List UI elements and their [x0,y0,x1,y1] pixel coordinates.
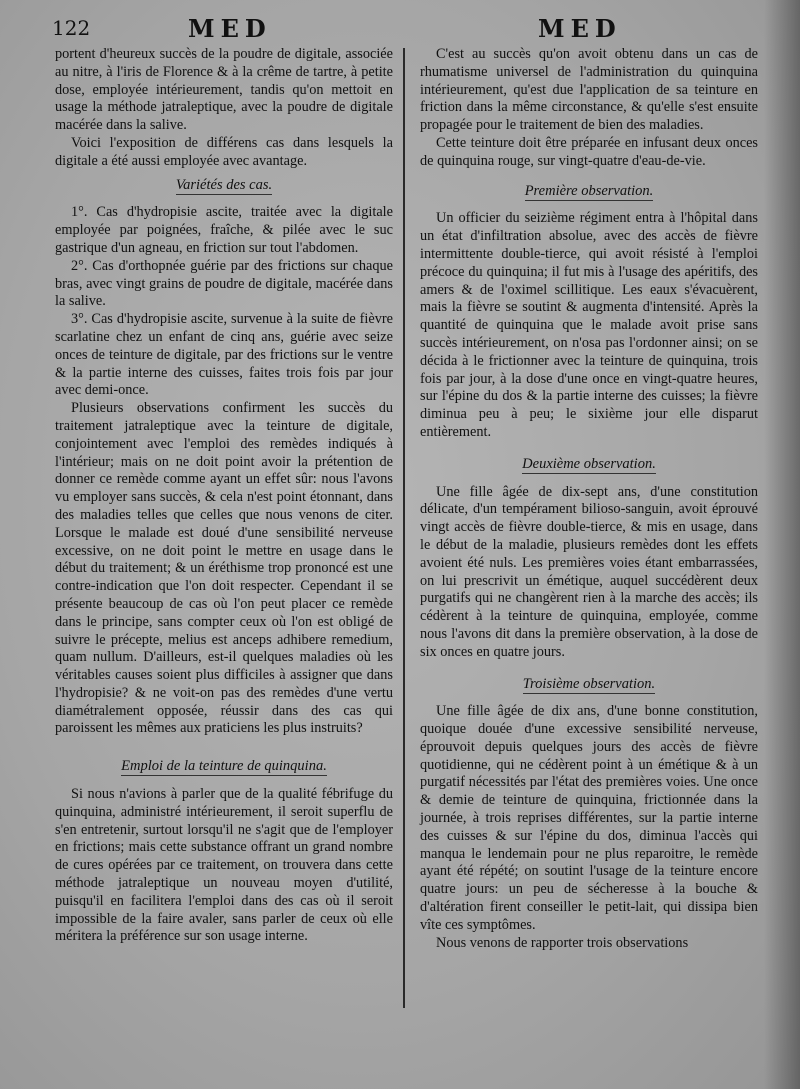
heading-text: Première observation. [524,182,654,199]
page-edge-shadow [764,0,800,1089]
heading-text: Troisième observation. [522,675,656,692]
paragraph: 1°. Cas d'hydropisie ascite, traitée avec la digitale employée par poignées, fraîche, & pilée avec le suc gastrique d'un agneau, en friction sur tout l'abdomen. [55,204,393,256]
page-header [0,14,800,44]
spacer [55,738,393,752]
heading-text: Deuxième observation. [522,455,656,472]
paragraph: Une fille âgée de dix-sept ans, d'une constitution délicate, d'un tempérament bilioso-sanguin, avoit éprouvé vingt accès de fièvre double-tierce, & mis en usage, dans le début de la maladie, plusieurs remèdes dont les effets avoient été nuls. Les premières voies étant embarrassées, on lui prescrivit un émétique, auquel succédèrent deux purgatifs qui ne changèrent rien à la marche des accès; ils cédèrent à la teinture de quinquina, employée, comme nous l'avons dit dans la première observation, à la dose de six onces en quatre jours. [420,483,758,660]
paragraph: Cette teinture doit être préparée en infusant deux onces de quinquina rouge, sur vingt-quatre d'eau-de-vie. [420,134,758,169]
paragraph: Voici l'exposition de différens cas dans lesquels la digitale a été aussi employée avec avantage. [55,134,393,169]
section-heading [55,758,393,776]
paragraph: 2°. Cas d'orthopnée guérie par des frictions sur chaque bras, avec vingt grains de poudre de digitale, macérée dans la salive. [55,257,393,310]
paragraph: Si nous n'avions à parler que de la qualité fébrifuge du quinquina, administré intérieurement, il seroit superflu de s'en entretenir, surtout lorsqu'il ne s'agit que de l'employer en frictions; mais cette substance offrant un grand nombre de cures opérées par ce traitement, on trouvera dans cette méthode jatraleptique un nouveau moyen d'utilité, puisqu'il en facilitera l'emploi dans des cas où il seroit impossible de la faire avaler, sans parler de ceux où elle méritera la préférence sur son usage interne. [55,786,393,945]
section-heading [420,676,758,694]
paragraph: Nous venons de rapporter trois observations [436,934,689,951]
section-heading [55,177,393,195]
page-number: 122 [52,16,91,40]
section-heading [420,456,758,474]
paragraph: Un officier du seizième régiment entra à l'hôpital dans un état d'infiltration absolue, avec des accès de fièvre intermittente double-tierce, qui avoit résisté à l'emploi précoce du quinquina; il fut mis à l'usage des apéritifs, des amers & de l'oximel scillitique. Les eaux s'évacuèrent, mais la fièvre se soutint & augmenta d'intensité. Après la quantité de quinquina que le malade avoit prise sans succès intérieurement, on n'osa pas l'ordonner ainsi; on se décida à le frictionner avec la teinture de quinquina, trois fois par jour, à la dose d'une once en vingt-quatre heures, sur l'épine du dos & la partie interne des cuisses; la fièvre diminua peu à peu; le sixième jour elle disparut entièrement. [420,210,758,440]
heading-text: Variétés des cas. [175,176,273,193]
paragraph: C'est au succès qu'on avoit obtenu dans un cas de rhumatisme universel de l'administration du quinquina intérieurement, qu'est due l'application de sa teinture en friction dans la même circonstance, & qu'elle s'est ensuite propagée pour le traitement de bien des maladies. [420,46,758,134]
heading-text: Emploi de la teinture de quinquina. [121,758,327,775]
paragraph: 3°. Cas d'hydropisie ascite, survenue à la suite de fièvre scarlatine chez un enfant de cinq ans, guérie avec seize onces de teinture de digitale, par des frictions sur le ventre & la partie interne des cuisses, faites trois fois par jour avec demi-once. [55,311,393,399]
paragraph: portent d'heureux succès de la poudre de digitale, associée au nitre, à l'iris de Florence & à la crême de tartre, à petite dose, employée intérieurement, tandis qu'on mettoit en usage la méthode jatraleptique, avec la poudre de digitale macérée dans la salive. [55,46,393,134]
running-head-left: MED [188,14,272,43]
section-heading [420,183,758,201]
right-column [420,46,758,952]
column-divider [403,48,405,1008]
left-column [55,46,393,946]
paragraph: Une fille âgée de dix ans, d'une bonne constitution, quoique douée d'une excessive sensibilité nerveuse, éprouvoit depuis quelques jours des accès de fièvre quotidienne, qui ne cédèrent point à un émétique & à un purgatif nécessités par l'état des premières voies. Une once & demie de teinture de quinquina, frictionnée dans la journée, à trois reprises différentes, sur la partie interne des cuisses & sur l'épine du dos, diminua l'accès qui manqua le lendemain pour ne plus reparoitre, le remède ayant été répété; on soutint l'usage de la teinture encore quatre jours: un peu de sécheresse à la bouche & d'altération firent conseiller le petit-lait, qui dissipa bien vîte ces symptômes. [420,703,758,933]
paragraph: Plusieurs observations confirment les succès du traitement jatraleptique avec la teinture de digitale, conjointement avec l'emploi des remèdes indiqués à l'intérieur; mais on ne doit point avoir la prétention de donner ce remède comme ayant un effet sûr: nous l'avons vu employer sans succès, & cela n'est point étonnant, dans des maladies telles que celles que nous venons de citer. Lorsque le malade est doué d'une sensibilité nerveuse excessive, on ne doit point le mettre en usage dans le début du traitement; & un éréthisme trop prononcé est une contre-indication que l'on doit respecter. Cependant il se présente beaucoup de cas où l'on peut placer ce remède dans le principe, sans compter ceux où l'on est obligé de suivre le précepte, melius est anceps adhibere remedium, quam nullum. D'ailleurs, est-il quelques maladies où les véritables causes soient plus difficiles à assigner que dans l'hydropisie? & ne voit-on pas des remèdes d'une vertu diamétralement opposée, réussir dans des cas qui paroissent les mêmes aux praticiens les plus instruits? [55,400,393,737]
running-head-right: MED [538,14,622,43]
